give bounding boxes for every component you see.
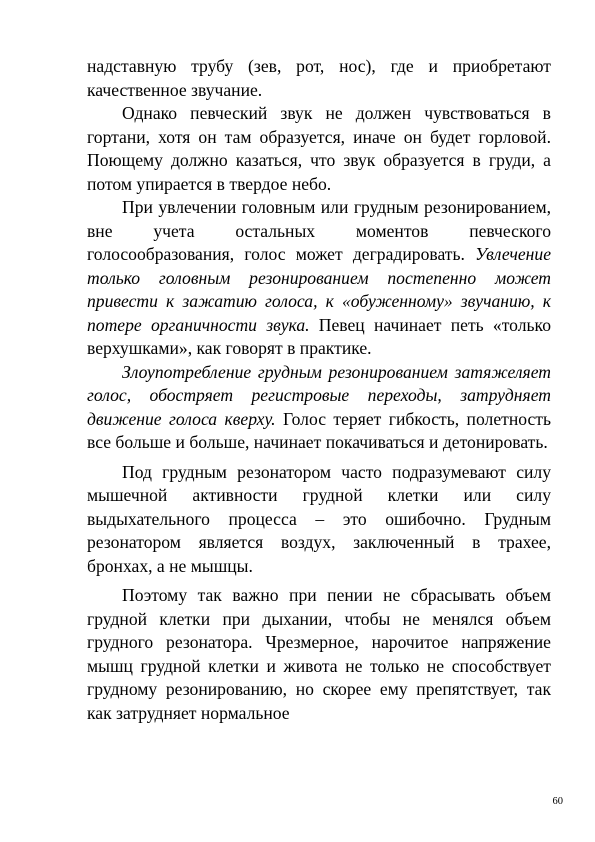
paragraph-5 [87,461,551,579]
text-segment: При увлечении головным или грудным резонированием, вне учета остальных моментов певческого голосообразования, голос может деградировать. [87,197,551,264]
text-segment: Однако певческий звук не должен чувствоваться в гортани, хотя он там образуется, иначе он будет горловой. Поющему должно казаться, что звук образуется в груди, а потом упирается в твердое небо. [87,103,551,194]
paragraph-3 [87,196,551,361]
page-number: 60 [552,796,563,807]
text-segment: Поэтому так важно при пении не сбрасывать объем грудной клетки при дыхании, чтобы не менялся объем грудного резонатора. Чрезмерное, нарочитое напряжение мышц грудной клетки и живота не только не способствует грудному резонированию, но скорее ему препятствует, так как затрудняет нормальное [87,585,551,723]
body-text [87,55,551,725]
paragraph-4 [87,361,551,455]
text-segment: Голос теряет гибкость, полетность все больше и больше, начинает покачиваться и детонировать. [87,408,551,452]
text-segment: Певец начинает петь «только верхушками», как говорят в практике. [87,314,551,358]
italic-emphasis: Увлечение только головным резонированием постепенно может привести к зажатию голоса, к «обуженному» звучанию, к потере органичности звука. [87,244,551,335]
text-segment: надставную трубу (зев, рот, нос), где и приобретают качественное звучание. [87,56,551,100]
paragraph-6 [87,584,551,725]
paragraph-2 [87,102,551,196]
paragraph-1 [87,55,551,102]
text-segment: Под грудным резонатором часто подразумевают силу мышечной активности грудной клетки или силу выдыхательного процесса – это ошибочно. Грудным резонатором является воздух, заключенный в трахее, бронхах, а не мышцы. [87,461,551,576]
italic-emphasis: Злоупотребление грудным резонированием затяжеляет голос, обостряет регистровые переходы, затрудняет движение голоса кверху. [87,361,551,429]
